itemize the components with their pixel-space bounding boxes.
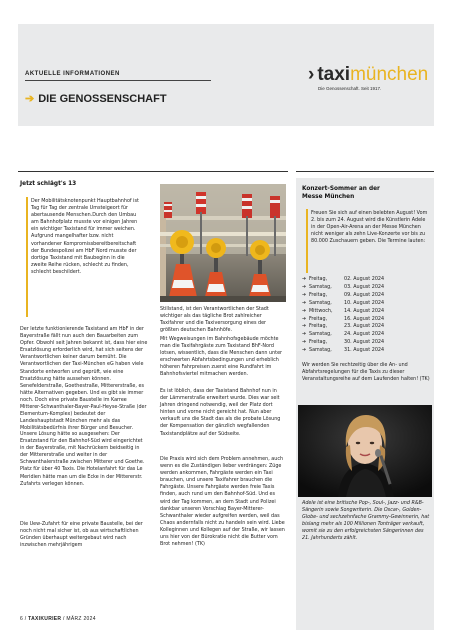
concert-weekday: Freitag, bbox=[309, 339, 328, 346]
concert-date-item bbox=[302, 331, 430, 339]
concert-date: 16. August 2024 bbox=[344, 315, 385, 322]
article-heading: Jetzt schlägt's 13 bbox=[20, 181, 77, 187]
arrow-right-icon: ➔ bbox=[302, 307, 307, 314]
logo-chevron: › bbox=[308, 64, 315, 85]
sidebar-heading-line: Konzert-Sommer an der bbox=[302, 186, 380, 192]
concert-date-item bbox=[302, 339, 430, 347]
section-title bbox=[25, 92, 167, 105]
concert-date-item bbox=[302, 292, 430, 300]
concert-date-item bbox=[302, 276, 430, 284]
photo-caption: Adele ist eine britische Pop-, Soul-, Jazz- und R&B-Sängerin sowie Songwriterin. Die Oscar-, Golden-Globe- und sechzehnfache Grammy-Gewinnerin, hat bislang mehr als 100 Millionen Tonträger verkauft, womit sie zu den erfolgreichsten Sängerinnen des 21. Jahrhunderts zählt. bbox=[302, 500, 430, 542]
article-paragraph: Stillstand, ist den Verantwortlichen der Stadt wichtiger als das tägliche Brot zahlreicher Taxifahrer und die Taxiversorgung eines der größten deutschen Bahnhöfe. bbox=[160, 306, 269, 334]
concert-weekday: Samstag, bbox=[309, 299, 332, 306]
concert-date: 03. August 2024 bbox=[344, 283, 385, 290]
concert-weekday: Samstag, bbox=[309, 347, 332, 354]
concert-weekday: Freitag, bbox=[309, 276, 328, 282]
concert-date: 31. August 2024 bbox=[344, 347, 385, 354]
concert-weekday: Freitag, bbox=[309, 291, 328, 298]
arrow-right-icon: ➔ bbox=[302, 323, 307, 330]
arrow-right-icon: ➔ bbox=[302, 291, 307, 298]
sidebar-heading bbox=[302, 185, 430, 201]
roadworks-photo bbox=[160, 184, 286, 302]
page-number: 6 / bbox=[20, 616, 29, 622]
section-kicker: AKTUELLE INFORMATIONEN bbox=[25, 71, 120, 77]
logo-city: münchen bbox=[350, 64, 429, 85]
concert-weekday: Samstag, bbox=[309, 283, 332, 290]
concert-date: 30. August 2024 bbox=[344, 339, 385, 346]
kicker-rule bbox=[25, 80, 211, 81]
sidebar-heading-line: Messe München bbox=[302, 194, 355, 200]
footer-issue: / MÄRZ 2024 bbox=[61, 616, 96, 622]
concert-date: 02. August 2024 bbox=[344, 276, 385, 282]
arrow-right-icon: ➔ bbox=[302, 299, 307, 306]
concert-date-item bbox=[302, 347, 430, 355]
logo-subtitle: Die Genossenschaft. Seit 1917. bbox=[318, 86, 382, 91]
concert-date: 09. August 2024 bbox=[344, 291, 385, 298]
article-paragraph: Mit Wegweisungen im Bahnhofsgebäude möchte man die Taxifahrgäste zum Taxistand BhF-Nord lotsen, wissentlich, dass die Menschen dann unter erschwerten Abfahrtsbedingungen und erheblich höheren Fahrpreisen zuerst eine Rundfahrt im Bahnhofsviertel mitmachen werden. bbox=[160, 336, 283, 378]
arrow-right-icon: ➔ bbox=[302, 347, 307, 354]
footer-brand: TAXIKURIER bbox=[28, 616, 62, 622]
sidebar-outro: Wir werden Sie rechtzeitig über die An- und Abfahrtsregelungen für die Taxis zu dieser Veranstaltungsreihe auf dem Laufenden halten! (TK) bbox=[302, 362, 430, 383]
article-paragraph: Die Uew-Zufahrt für eine private Baustelle, bei der noch nicht mal sicher ist, ob aus wirtschaftlichen Gründen überhaupt weitergebaut wird nach inzwischen mehrjährigem bbox=[20, 521, 143, 549]
arrow-right-icon: ➔ bbox=[302, 276, 307, 282]
concert-date-item bbox=[302, 323, 430, 331]
article-paragraph: Es ist löblich, dass der Taxistand Bahnhof nun in der Lämmerstraße erweitert wurde. Dies war seit Jahren dringend notwendig, weil der Platz dort hinten und vorne nicht gereicht hat. Nun aber verkauft uns die Stadt das als die probate Lösung der Kompensation der gänzlich wegfallenden Taxistandplätze auf der Südseite. bbox=[160, 388, 281, 437]
sidebar-top-rule bbox=[296, 171, 434, 172]
concert-date: 10. August 2024 bbox=[344, 299, 385, 306]
arrow-right-icon: ➔ bbox=[302, 339, 307, 346]
arrow-right-icon: ➔ bbox=[302, 331, 307, 338]
logo-taxi: taxi bbox=[317, 64, 351, 85]
article-paragraph: Der letzte funktionierende Taxistand am HbF in der Bayerstraße fällt nun auch den Bauarbeiten zum Opfer. Obwohl seit Jahren bekannt ist, dass hier eine Ersatzlösung erforderlich wird, hat sich seitens der Verantwortlichen keiner darum bemüht. Die Verantwortlichen der Taxi-München eG haben viele Standorte entworfen und geprüft, wie eine Ersatzlösung hätte aussehen können. Senefelderstraße, Goethestraße, Mittererstraße, es hätte Alternativen gegeben. Und es gibt sie immer noch. Doch eine private Baustelle im Karree Mitterer-Schwanthaler-Bayer-Paul-Heyse-Straße (der Elementum-Komplex) bedeutet der Landeshauptstadt München mehr als das Mobilitätsbedürfnis ihrer Bürger und Besucher. bbox=[20, 326, 148, 432]
adele-photo bbox=[298, 405, 432, 497]
article-intro: Der Mobilitätsknotenpunkt Hauptbahnhof ist Tag für Tag der zentrale Umsteigeort für abertausende Menschen.Durch den Umbau am Bahnhofplatz musste vor einigen Jahren ein wichtiger Taxistand für immer weichen. Aufgrund mangelhafter bzw. nicht vorhandener Kompromissbereitbereitschaft der Bundespolizei am HbF Nord musste der dortige Taxistand mit Baubeginn in die zweite Reihe rücken, schlecht zu finden, schlecht beschildert. bbox=[31, 198, 139, 275]
article-top-rule bbox=[18, 171, 288, 172]
concert-date: 23. August 2024 bbox=[344, 323, 385, 330]
taxi-muenchen-logo bbox=[308, 65, 428, 97]
concert-dates-list bbox=[302, 276, 430, 355]
concert-weekday: Freitag, bbox=[309, 323, 328, 330]
sidebar-intro: Freuen Sie sich auf einen belebten August! Vom 2. bis zum 24. August wird die Künstlerin Adele in der Open-Air-Arena an der Messe München nicht weniger als zehn Live-Konzerte vor bis zu 80.000 Zuschauern geben. Die Termine lauten: bbox=[311, 210, 428, 245]
article-paragraph: Unsere Lösung hätte so ausgesehen: Der Ersatzstand für den Bahnhof-Süd wird eingerichtet in der Bayerstraße, mit Nachrückern beidseitig in der Mittererstraße und weiter in der Schwanthalerstraße zwischen Mitterer und Goethe. Platz für über 40 Taxis. Die Hotelanfahrt für das Le Meridien hätte man um die Ecke in der Mittererstr. Zufahrts verlegen können. bbox=[20, 431, 145, 487]
arrow-right-icon: ➔ bbox=[302, 283, 307, 290]
concert-date-item bbox=[302, 284, 430, 292]
arrow-right-icon: ➔ bbox=[302, 315, 307, 322]
concert-weekday: Mittwoch, bbox=[309, 307, 333, 314]
section-title-text: DIE GENOSSENSCHAFT bbox=[38, 93, 167, 105]
concert-date-item bbox=[302, 300, 430, 308]
concert-date: 14. August 2024 bbox=[344, 307, 385, 314]
concert-date-item bbox=[302, 308, 430, 316]
page-footer bbox=[20, 616, 96, 622]
concert-weekday: Freitag, bbox=[309, 315, 328, 322]
arrow-right-icon: ➔ bbox=[25, 93, 35, 105]
concert-date-item bbox=[302, 316, 430, 324]
concert-date: 24. August 2024 bbox=[344, 331, 385, 338]
concert-weekday: Samstag, bbox=[309, 331, 332, 338]
article-paragraph: Die Praxis wird sich dem Problem annehmen, auch wenn es die Zuständigen lieber verdrängen: Züge werden ankommen, Fahrgäste werden ein Taxi brauchen, und unsere Taxifahrer brauchen die Fahrgäste. Unsere Fahrgäste werden freie Taxis finden, auch rund um den Bahnhof-Süd. Und es wird der Tag kommen, an dem Stadt und Polizei dankbar unseren Vorschlag Bayer-Mitterer-Schwanthaler wieder aufgreifen werden, weil das Chaos andernfalls nicht zu handeln sein wird. Liebe Kolleginnen und Kollegen auf der Straße, wir lassen uns hier von der Bürokratie nicht die Butter vom Brot nehmen! (TK) bbox=[160, 456, 285, 548]
